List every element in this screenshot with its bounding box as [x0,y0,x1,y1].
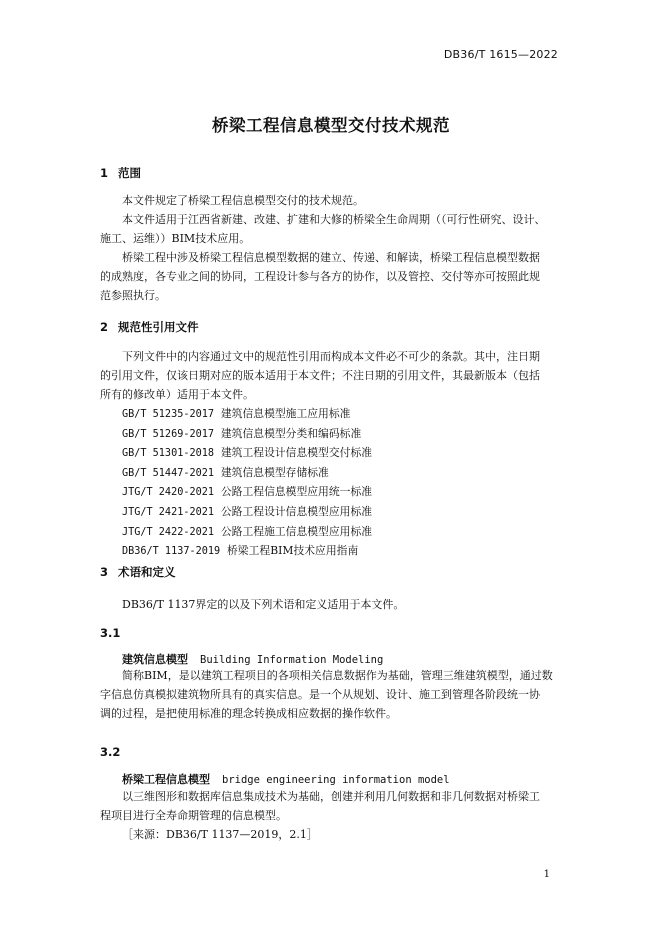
reference-code: JTG/T 2422-2021 [122,526,215,538]
term-3-1-definition [100,666,566,723]
paragraph-line: 所有的修改单）适用于本文件。 [100,388,254,401]
reference-item [122,542,372,562]
paragraph-line: 简称BIM，是以建筑工程项目的各项相关信息数据作为基础，管理三维建筑模型，通过数 [122,669,553,682]
standard-code: DB36/T 1615—2022 [443,48,558,61]
paragraph-line: 本文件规定了桥梁工程信息模型交付的技术规范。 [122,194,364,207]
section-title: 术语和定义 [118,565,176,579]
reference-item [122,523,372,543]
reference-code: DB36/T 1137-2019 [122,546,221,558]
reference-name: 公路工程信息模型应用统一标准 [220,485,373,499]
section-2-heading [100,319,199,335]
reference-item [122,425,372,445]
paragraph-line: 的成熟度，各专业之间的协同，工程设计参与各方的协作，以及管控、交付等亦可按照此规 [100,270,540,283]
term-3-2-definition [100,787,566,844]
term-name-en: Building Information Modeling [200,654,384,666]
paragraph-line: 程项目进行全寿命期管理的信息模型。 [100,809,287,822]
reference-code: GB/T 51269-2017 [122,428,215,440]
reference-item [122,503,372,523]
reference-name: 建筑信息模型分类和编码标准 [220,426,362,440]
section-3-heading [100,564,176,580]
term-name-en: bridge engineering information model [222,774,450,786]
section-number: 3 [100,565,109,579]
reference-list [122,405,372,562]
reference-item [122,444,372,464]
section-title: 规范性引用文件 [118,320,199,334]
reference-item [122,483,372,503]
page-number: 1 [543,869,550,880]
reference-name: 公路工程施工信息模型应用标准 [220,524,373,538]
reference-name: 建筑信息模型存储标准 [220,465,329,479]
section-number: 2 [100,320,109,334]
reference-code: GB/T 51301-2018 [122,448,215,460]
section-1-body [100,191,566,305]
source-note: ［来源：DB36/T 1137—2019，2.1］ [122,828,318,841]
paragraph-line: 调的过程，是把使用标准的理念转换成相应数据的操作软件。 [100,707,397,720]
term-name-zh: 桥梁工程信息模型 [122,773,210,786]
reference-name: 建筑信息模型施工应用标准 [220,407,351,420]
reference-code: GB/T 51447-2021 [122,467,215,479]
paragraph-line: 字信息仿真模拟建筑物所具有的真实信息。是一个从规划、设计、施工到管理各阶段统一协 [100,688,540,701]
term-3-1-number: 3.1 [100,626,121,640]
reference-code: JTG/T 2421-2021 [122,506,215,518]
paragraph-line: 本文件适用于江西省新建、改建、扩建和大修的桥梁全生命周期（（可行性研究、设计、 [122,213,546,226]
paragraph-line: 的引用文件，仅该日期对应的版本适用于本文件；不注日期的引用文件，其最新版本（包括 [100,369,540,382]
term-3-2-heading [122,771,450,787]
paragraph-line: 以三维图形和数据库信息集成技术为基础，创建并利用几何数据和非几何数据对桥梁工 [122,790,540,803]
term-3-2-number: 3.2 [100,745,121,759]
section-3-intro [100,595,566,614]
reference-name: 建筑工程设计信息模型交付标准 [220,446,373,460]
reference-code: JTG/T 2420-2021 [122,487,215,499]
paragraph-line: 施工、运维））BIM技术应用。 [100,232,251,245]
document-title: 桥梁工程信息模型交付技术规范 [212,116,450,135]
reference-code: GB/T 51235-2017 [122,409,215,420]
reference-name: 桥梁工程BIM技术应用指南 [227,544,359,558]
section-1-heading [100,165,141,181]
reference-item [122,405,372,425]
reference-name: 公路工程设计信息模型应用标准 [220,504,373,518]
term-name-zh: 建筑信息模型 [122,653,188,666]
paragraph-line: DB36/T 1137界定的以及下列术语和定义适用于本文件。 [122,598,405,611]
paragraph-line: 范参照执行。 [100,289,166,302]
reference-item [122,464,372,484]
section-number: 1 [100,166,109,180]
section-2-body [100,347,566,404]
paragraph-line: 下列文件中的内容通过文中的规范性引用而构成本文件必不可少的条款。其中，注日期 [122,350,540,363]
term-3-1-heading [122,651,383,667]
section-title: 范围 [118,166,141,180]
paragraph-line: 桥梁工程中涉及桥梁工程信息模型数据的建立、传递、和解读，桥梁工程信息模型数据 [122,251,540,264]
